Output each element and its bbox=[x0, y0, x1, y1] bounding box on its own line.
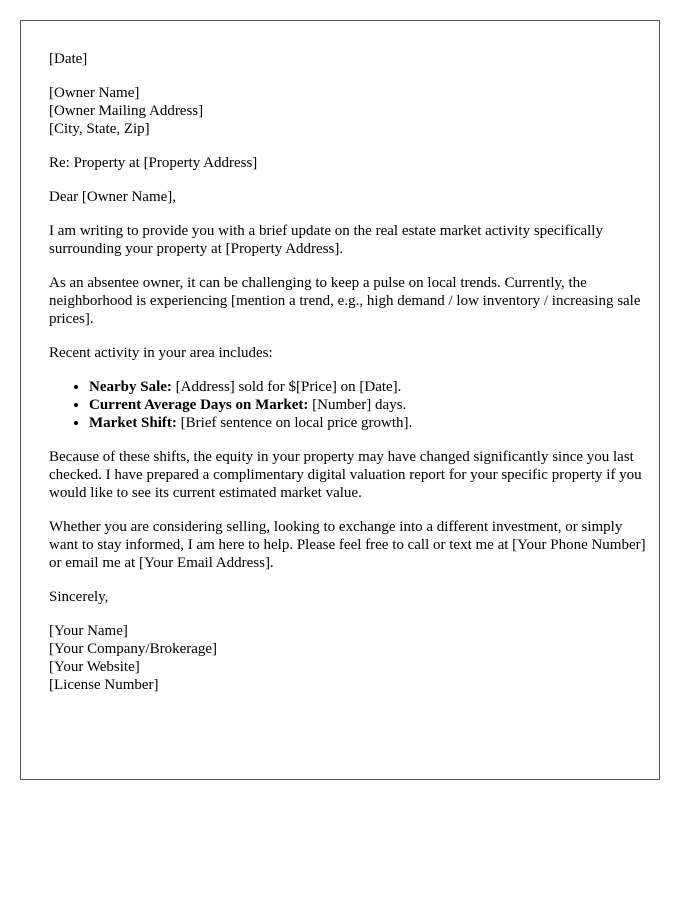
activity-item-text: [Brief sentence on local price growth]. bbox=[176, 415, 413, 431]
signature-company: [Your Company/Brokerage] bbox=[49, 641, 218, 657]
recipient-address: [Owner Mailing Address] bbox=[49, 103, 204, 119]
activity-item-market-shift bbox=[89, 414, 649, 432]
signature-license: [License Number] bbox=[49, 677, 159, 693]
letter-page bbox=[20, 20, 660, 780]
activity-item-text: [Address] sold for $[Price] on [Date]. bbox=[171, 379, 402, 395]
trend-paragraph: As an absentee owner, it can be challenging to keep a pulse on local trends. Currently, the neighborhood is experiencing [mention a trend, e.g., high demand / low inventory / increasing sale prices]. bbox=[49, 275, 641, 327]
letter-signoff: Sincerely, bbox=[49, 589, 109, 605]
letter-date: [Date] bbox=[49, 51, 88, 67]
equity-paragraph: Because of these shifts, the equity in your property may have changed significantly since you last checked. I have prepared a complimentary digital valuation report for your specific property if you would like to see its current estimated market value. bbox=[49, 449, 642, 501]
activity-item-text: [Number] days. bbox=[308, 397, 407, 413]
signature-block bbox=[49, 622, 649, 694]
activity-item-days-on-market bbox=[89, 396, 649, 414]
closing-paragraph: Whether you are considering selling, looking to exchange into a different investment, or simply want to stay informed, I am here to help. Please feel free to call or text me at [Your Phone Number] or email me at [Your Email Address]. bbox=[49, 519, 646, 571]
recipient-name: [Owner Name] bbox=[49, 85, 140, 101]
activity-list bbox=[49, 378, 649, 432]
activity-item-label: Nearby Sale: bbox=[89, 379, 172, 395]
activity-intro: Recent activity in your area includes: bbox=[49, 345, 273, 361]
recipient-block bbox=[49, 84, 649, 138]
recipient-city-state-zip: [City, State, Zip] bbox=[49, 121, 150, 137]
letter-subject: Re: Property at [Property Address] bbox=[49, 155, 258, 171]
intro-paragraph: I am writing to provide you with a brief update on the real estate market activity specifically surrounding your property at [Property Address]. bbox=[49, 223, 603, 257]
letter-body bbox=[49, 50, 649, 710]
signature-website: [Your Website] bbox=[49, 659, 140, 675]
activity-item-label: Market Shift: bbox=[89, 415, 177, 431]
activity-item-label: Current Average Days on Market: bbox=[89, 397, 309, 413]
letter-salutation: Dear [Owner Name], bbox=[49, 189, 177, 205]
activity-item-nearby-sale bbox=[89, 378, 649, 396]
signature-name: [Your Name] bbox=[49, 623, 128, 639]
